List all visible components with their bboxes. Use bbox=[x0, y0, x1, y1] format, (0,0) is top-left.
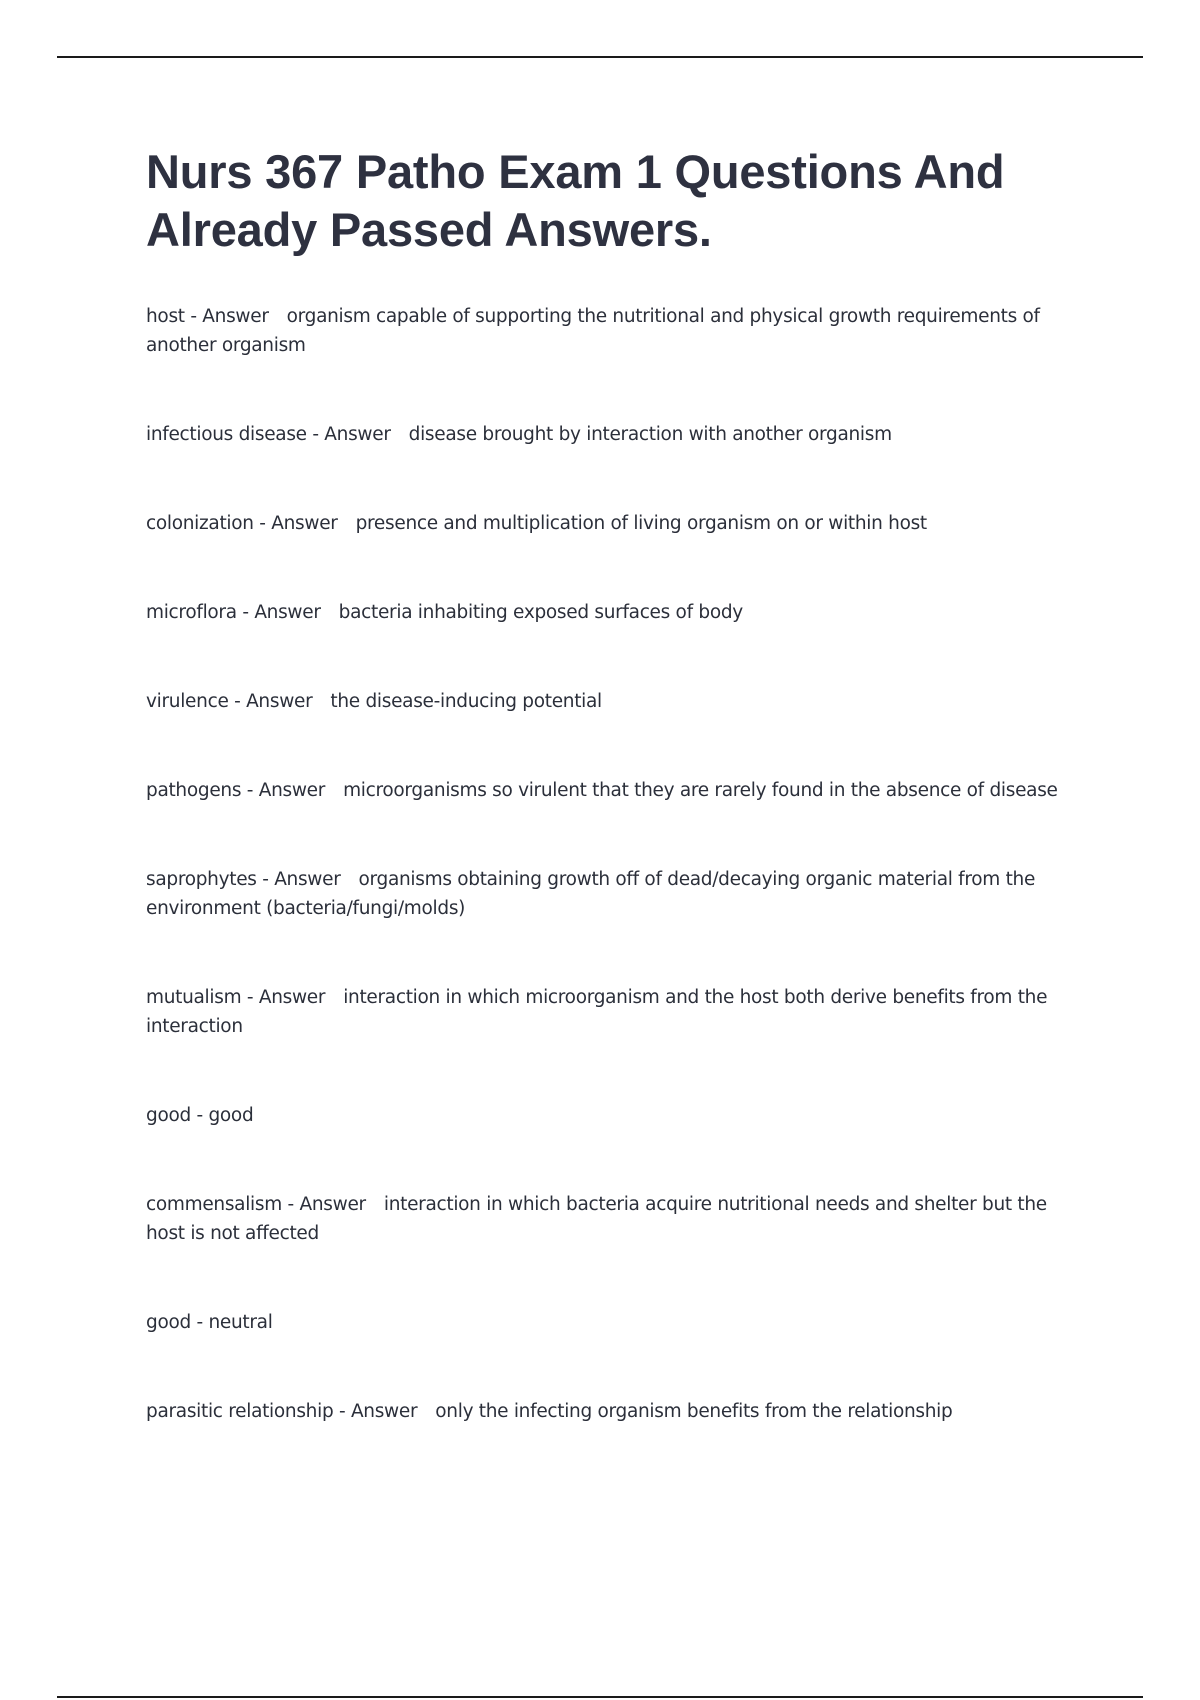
definition: organisms obtaining growth off of dead/decaying organic material from the environment (bacteria/fungi/molds) bbox=[146, 869, 1036, 919]
answer-label: Answer bbox=[324, 424, 391, 445]
answer-label: Answer bbox=[271, 513, 338, 534]
qa-item-saprophytes bbox=[146, 865, 1066, 923]
definition: disease brought by interaction with another organism bbox=[408, 424, 892, 445]
qa-item-infectious-disease bbox=[146, 420, 1066, 449]
definition: presence and multiplication of living organism on or within host bbox=[355, 513, 927, 534]
definition: microorganisms so virulent that they are rarely found in the absence of disease bbox=[343, 780, 1058, 801]
separator: - bbox=[241, 987, 259, 1008]
qa-item-colonization bbox=[146, 509, 1066, 538]
qa-item-host bbox=[146, 302, 1066, 360]
qa-item-parasitic-relationship bbox=[146, 1397, 1066, 1426]
term: infectious disease bbox=[146, 424, 307, 445]
document-title: Nurs 367 Patho Exam 1 Questions And Already Passed Answers. bbox=[146, 145, 1005, 256]
term: host bbox=[146, 306, 185, 327]
answer-label: Answer bbox=[274, 869, 341, 890]
qa-item-commensalism bbox=[146, 1190, 1066, 1248]
answer-label: Answer bbox=[299, 1194, 366, 1215]
answer-label: Answer bbox=[258, 987, 326, 1008]
qa-item-pathogens bbox=[146, 776, 1066, 805]
definition: organism capable of supporting the nutritional and physical growth requirements of another organism bbox=[146, 306, 1040, 356]
plain-entry: good - good bbox=[146, 1105, 254, 1126]
answer-label: Answer bbox=[350, 1401, 418, 1422]
separator: - bbox=[306, 424, 325, 445]
bottom-rule bbox=[57, 1696, 1143, 1698]
term: colonization bbox=[146, 513, 254, 534]
separator: - bbox=[253, 513, 272, 534]
term: microflora bbox=[146, 602, 237, 623]
term: pathogens bbox=[146, 780, 242, 801]
qa-item-good-neutral bbox=[146, 1308, 1066, 1337]
definition: the disease-inducing potential bbox=[330, 691, 602, 712]
term: parasitic relationship bbox=[146, 1401, 334, 1422]
qa-item-mutualism bbox=[146, 983, 1066, 1041]
qa-list bbox=[146, 302, 1066, 1426]
answer-label: Answer bbox=[254, 602, 321, 623]
term: commensalism bbox=[146, 1194, 282, 1215]
plain-entry: good - neutral bbox=[146, 1312, 273, 1333]
answer-label: Answer bbox=[246, 691, 313, 712]
qa-item-microflora bbox=[146, 598, 1066, 627]
definition: interaction in which microorganism and the host both derive benefits from the interaction bbox=[146, 987, 1048, 1037]
separator: - bbox=[281, 1194, 300, 1215]
separator: - bbox=[236, 602, 255, 623]
definition: only the infecting organism benefits from the relationship bbox=[435, 1401, 953, 1422]
qa-item-virulence bbox=[146, 687, 1066, 716]
separator: - bbox=[333, 1401, 351, 1422]
answer-label: Answer bbox=[258, 780, 326, 801]
separator: - bbox=[228, 691, 247, 712]
separator: - bbox=[241, 780, 259, 801]
separator: - bbox=[184, 306, 203, 327]
term: mutualism bbox=[146, 987, 242, 1008]
answer-label: Answer bbox=[202, 306, 269, 327]
qa-item-good-good bbox=[146, 1101, 1066, 1130]
term: saprophytes bbox=[146, 869, 257, 890]
definition: interaction in which bacteria acquire nutritional needs and shelter but the host is not affected bbox=[146, 1194, 1047, 1244]
term: virulence bbox=[146, 691, 229, 712]
top-rule bbox=[57, 56, 1143, 58]
definition: bacteria inhabiting exposed surfaces of body bbox=[338, 602, 743, 623]
separator: - bbox=[256, 869, 275, 890]
